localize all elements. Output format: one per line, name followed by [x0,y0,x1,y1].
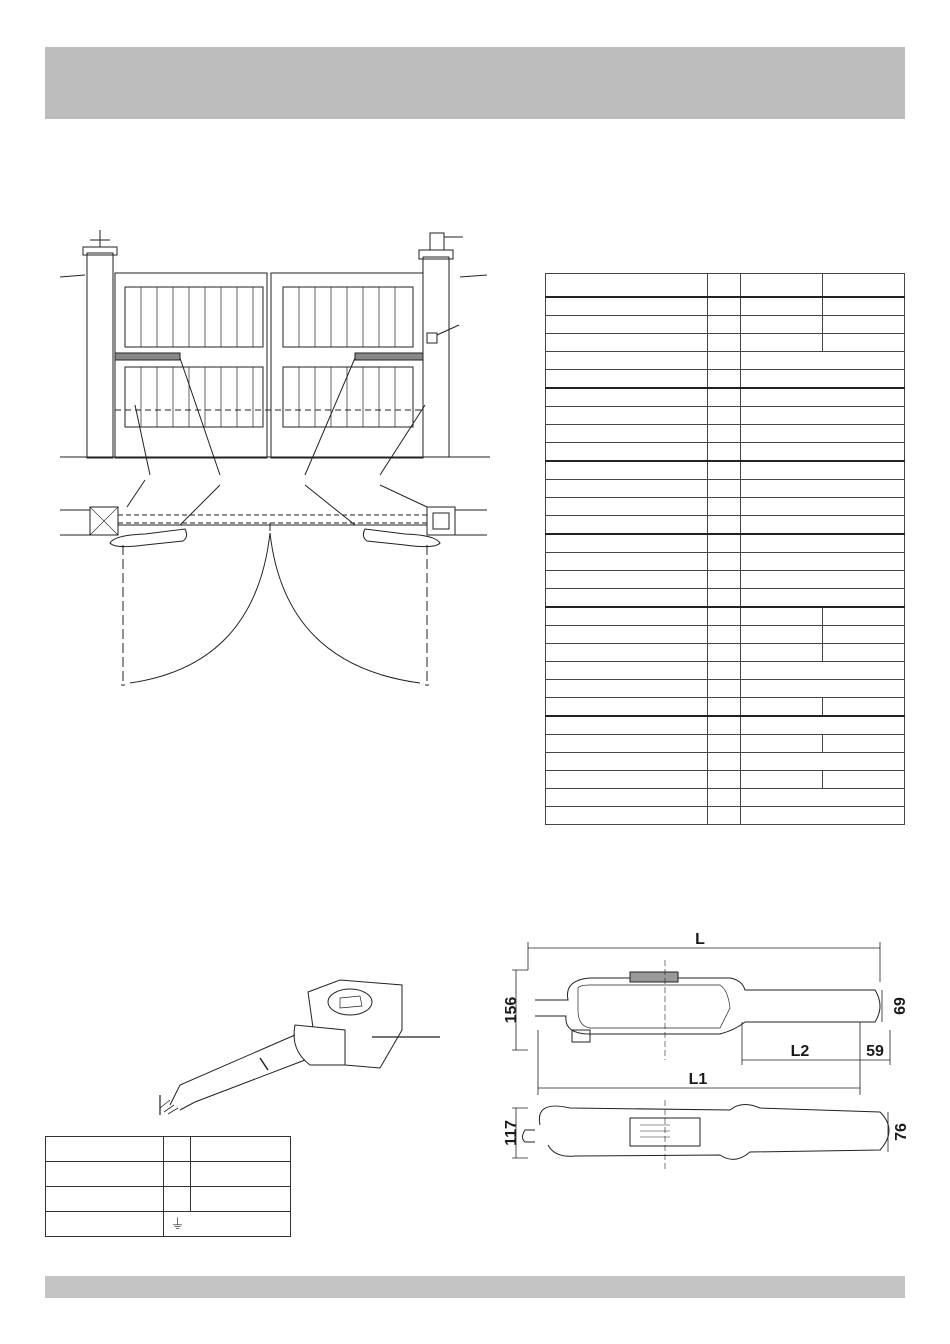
table-row [546,662,905,680]
table-row [546,698,905,717]
wiring-table [45,1136,291,1237]
dim-height-label: 156 [503,996,520,1024]
specifications-table [545,273,905,825]
connector-diagram [140,970,440,1115]
table-row [546,352,905,370]
actuator-dimension-drawing [480,930,920,1170]
dim-l-label: L [695,931,705,948]
table-row [46,1212,291,1237]
table-row [546,334,905,352]
table-row [546,425,905,443]
table-row [46,1187,291,1212]
table-row [546,407,905,425]
dim-l2-label: L2 [790,1043,810,1060]
table-row [46,1137,291,1162]
ground-icon: ⏚ [170,1216,185,1232]
table-row [546,461,905,480]
table-row [546,771,905,789]
table-row [546,534,905,553]
table-row [546,571,905,589]
dim-width-label: 117 [503,1120,520,1146]
table-row [546,553,905,571]
table-row [546,516,905,535]
dim-arm-width-label: 76 [893,1123,910,1141]
table-row [546,316,905,334]
table-row [546,388,905,407]
table-header-row [546,274,905,298]
table-row [546,443,905,462]
table-row [546,589,905,608]
dim-offset-label: 59 [866,1043,884,1060]
table-row [546,716,905,735]
table-row [546,680,905,698]
header-band [45,47,905,119]
table-row [546,789,905,807]
footer-band [45,1276,905,1298]
table-row [546,370,905,389]
gate-installation-diagram [55,225,495,695]
dim-arm-height-label: 69 [892,997,909,1015]
table-row [546,626,905,644]
table-row [546,753,905,771]
table-row [546,297,905,316]
table-row [546,607,905,626]
table-row [546,735,905,753]
table-row [546,644,905,662]
dim-l1-label: L1 [688,1071,708,1088]
table-row [546,807,905,825]
table-row [546,480,905,498]
table-row [546,498,905,516]
table-row [46,1162,291,1187]
